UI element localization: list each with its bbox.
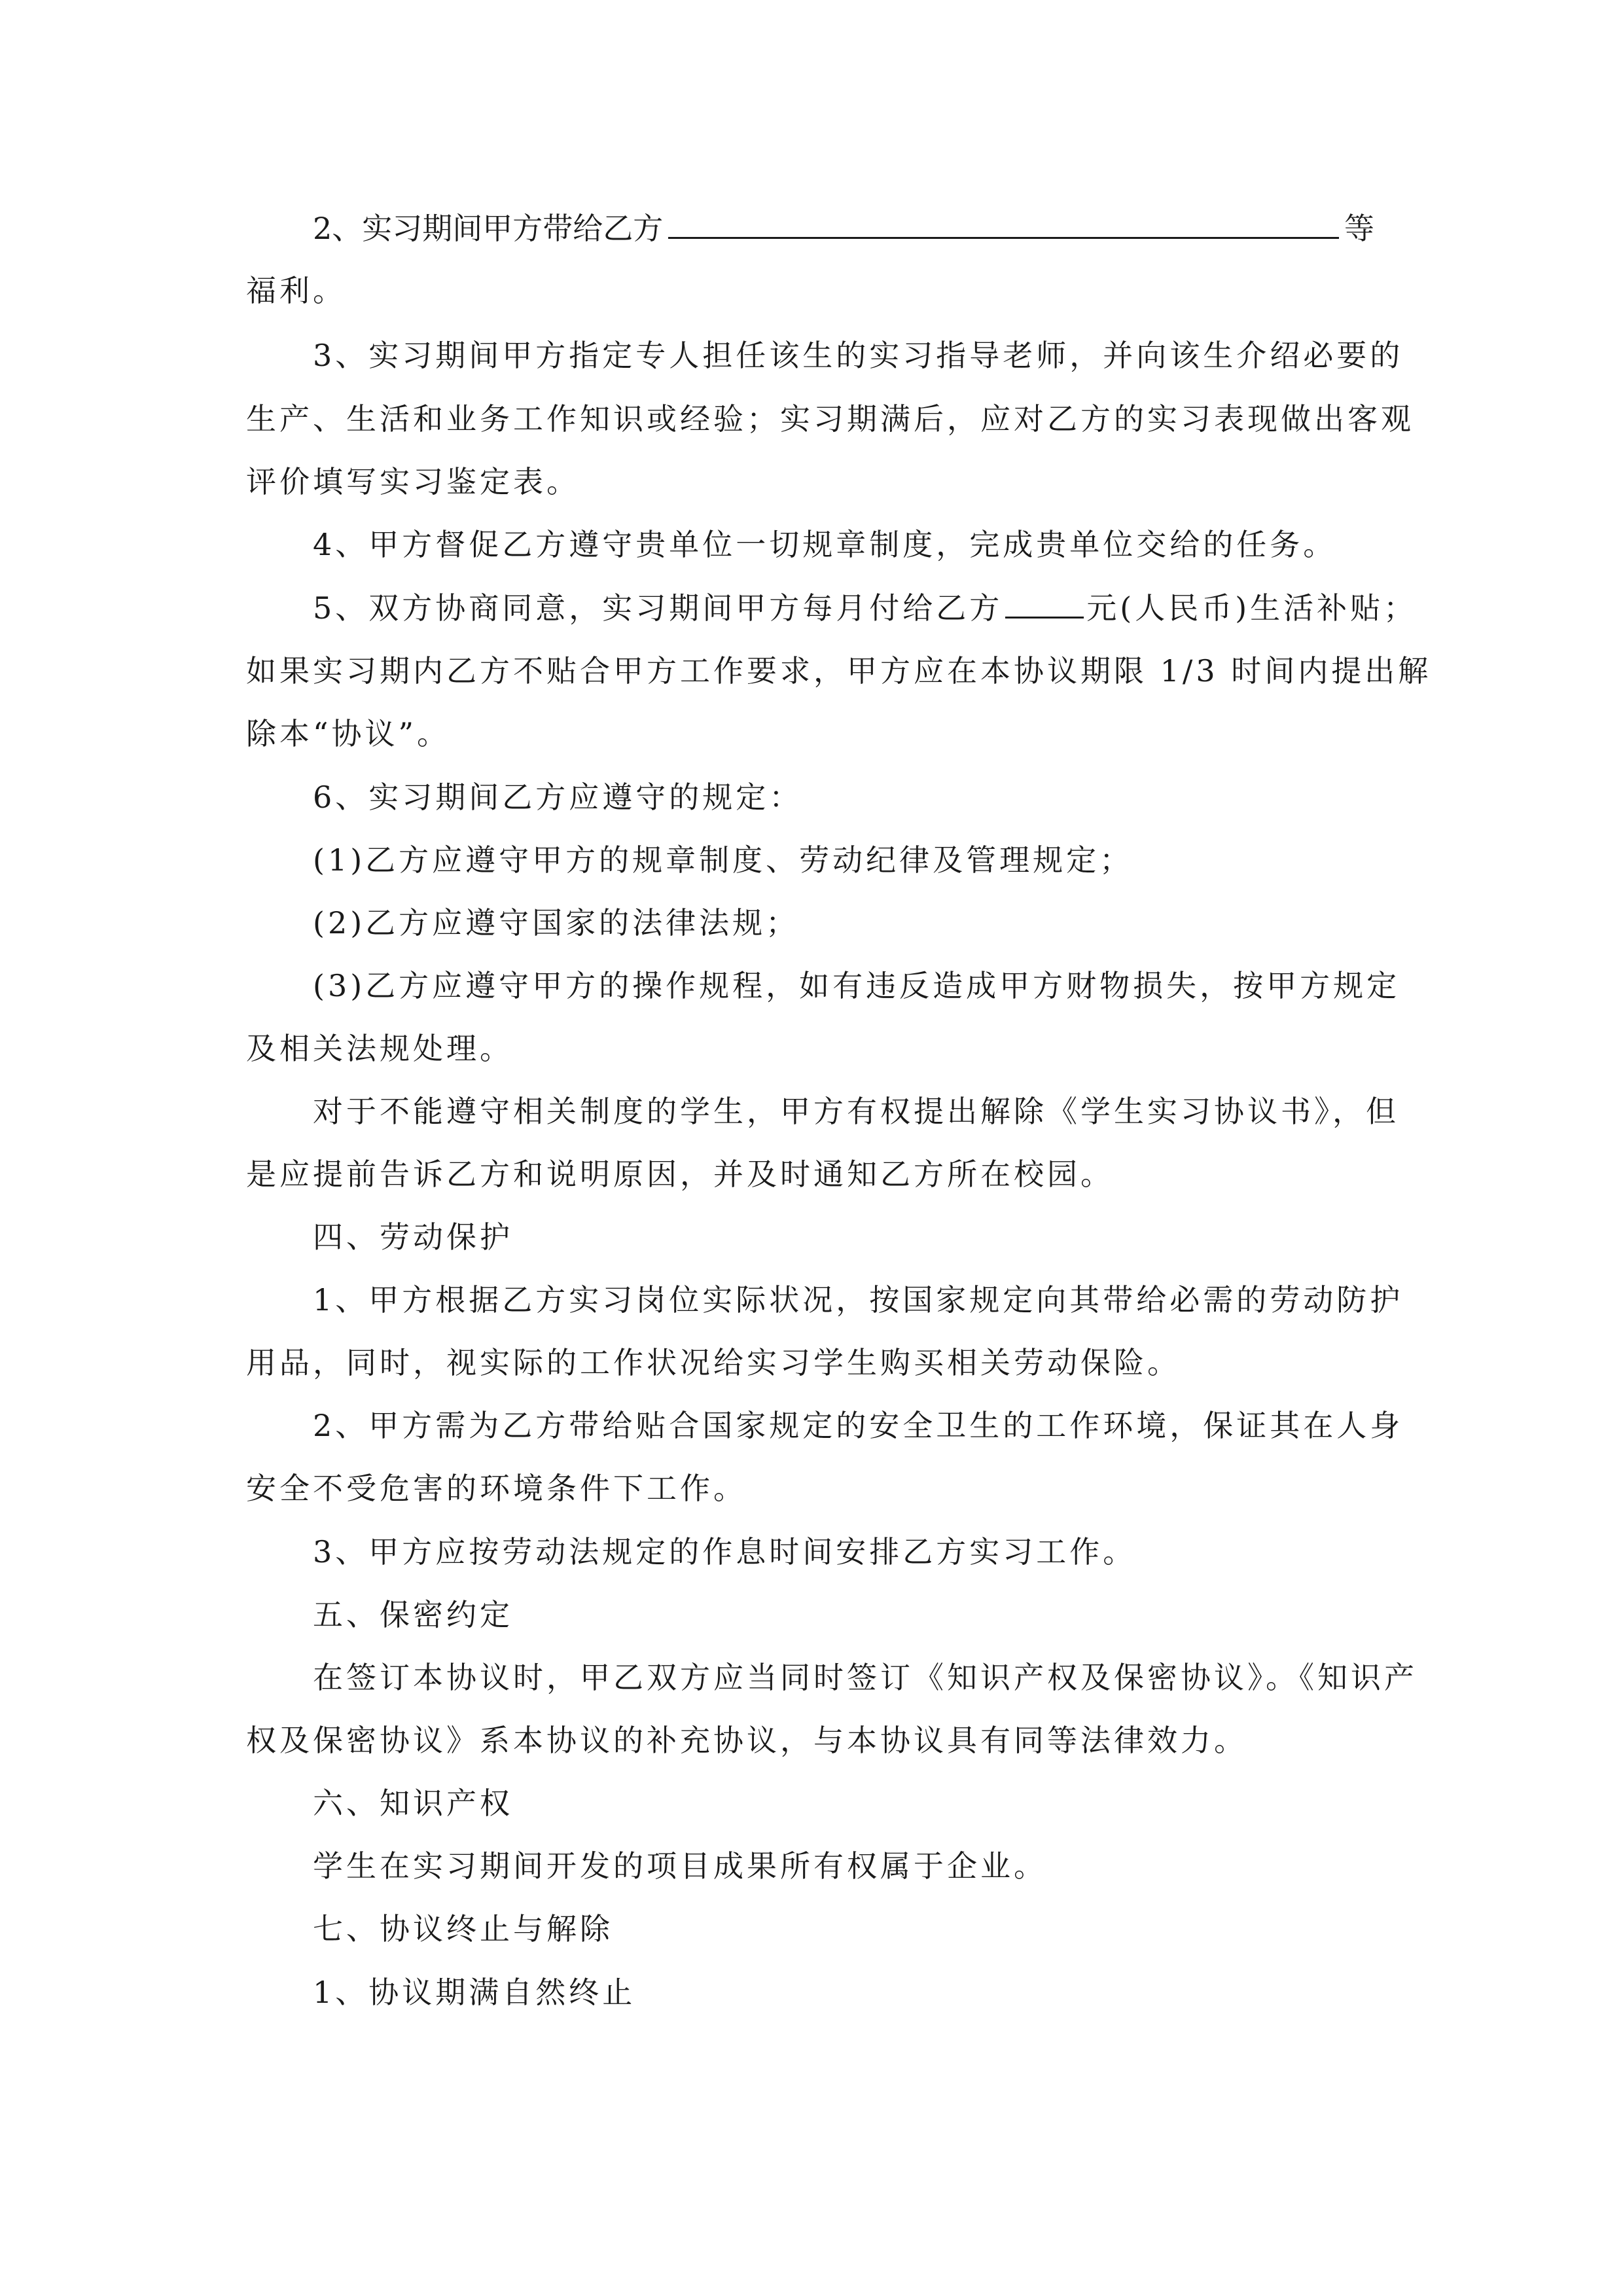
paragraph-line: 1、甲方根据乙方实习岗位实际状况，按国家规定向其带给必需的劳动防护: [313, 1282, 1404, 1318]
line-text: 5、双方协商同意，实习期间甲方每月付给乙方: [313, 590, 1003, 626]
paragraph-line: (2)乙方应遵守国家的法律法规；: [313, 905, 800, 941]
paragraph-line: 对于不能遵守相关制度的学生，甲方有权提出解除《学生实习协议书》，但: [313, 1094, 1399, 1129]
paragraph-line: 权及保密协议》系本协议的补充协议，与本协议具有同等法律效力。: [246, 1723, 1247, 1758]
paragraph-line: 2、甲方需为乙方带给贴合国家规定的安全卫生的工作环境，保证其在人身: [313, 1408, 1404, 1443]
section-heading: 六、知识产权: [313, 1785, 513, 1821]
line-text: 元(人民币)生活补贴；: [1086, 590, 1418, 626]
paragraph-line: 是应提前告诉乙方和说明原因，并及时通知乙方所在校园。: [246, 1157, 1114, 1192]
paragraph-line: 福利。: [246, 273, 346, 308]
paragraph-line: 3、甲方应按劳动法规定的作息时间安排乙方实习工作。: [313, 1534, 1137, 1570]
line-text: 2、实习期间甲方带给乙方: [313, 211, 664, 246]
paragraph-line: 评价填写实习鉴定表。: [246, 464, 580, 499]
paragraph-line: 6、实习期间乙方应遵守的规定：: [313, 780, 803, 815]
section-heading: 四、劳动保护: [313, 1219, 513, 1255]
paragraph-line: 学生在实习期间开发的项目成果所有权属于企业。: [313, 1848, 1047, 1884]
fill-in-blank[interactable]: [1005, 588, 1084, 619]
paragraph-line: 除本“协议”。: [246, 716, 451, 751]
paragraph-line: 及相关法规处理。: [246, 1031, 513, 1066]
paragraph-line: [313, 208, 1374, 248]
section-heading: 五、保密约定: [313, 1597, 513, 1632]
section-heading: 七、协议终止与解除: [313, 1911, 613, 1946]
fill-in-blank[interactable]: [668, 208, 1339, 239]
paragraph-line: 如果实习期内乙方不贴合甲方工作要求，甲方应在本协议期限 1/3 时间内提出解: [246, 653, 1432, 689]
paragraph-line: (1)乙方应遵守甲方的规章制度、劳动纪律及管理规定；: [313, 842, 1133, 878]
paragraph-line: [313, 588, 1417, 628]
line-text: 等: [1344, 211, 1374, 246]
paragraph-line: 用品，同时，视实际的工作状况给实习学生购买相关劳动保险。: [246, 1345, 1181, 1380]
paragraph-line: 3、实习期间甲方指定专人担任该生的实习指导老师，并向该生介绍必要的: [313, 338, 1404, 373]
paragraph-line: 安全不受危害的环境条件下工作。: [246, 1471, 747, 1506]
paragraph-line: 在签订本协议时，甲乙双方应当同时签订《知识产权及保密协议》。《知识产: [313, 1660, 1418, 1695]
paragraph-line: 4、甲方督促乙方遵守贵单位一切规章制度，完成贵单位交给的任务。: [313, 527, 1337, 562]
paragraph-line: 1、协议期满自然终止: [313, 1975, 636, 2010]
paragraph-line: (3)乙方应遵守甲方的操作规程，如有违反造成甲方财物损失，按甲方规定: [313, 968, 1400, 1003]
paragraph-line: 生产、生活和业务工作知识或经验；实习期满后，应对乙方的实习表现做出客观: [246, 401, 1414, 437]
